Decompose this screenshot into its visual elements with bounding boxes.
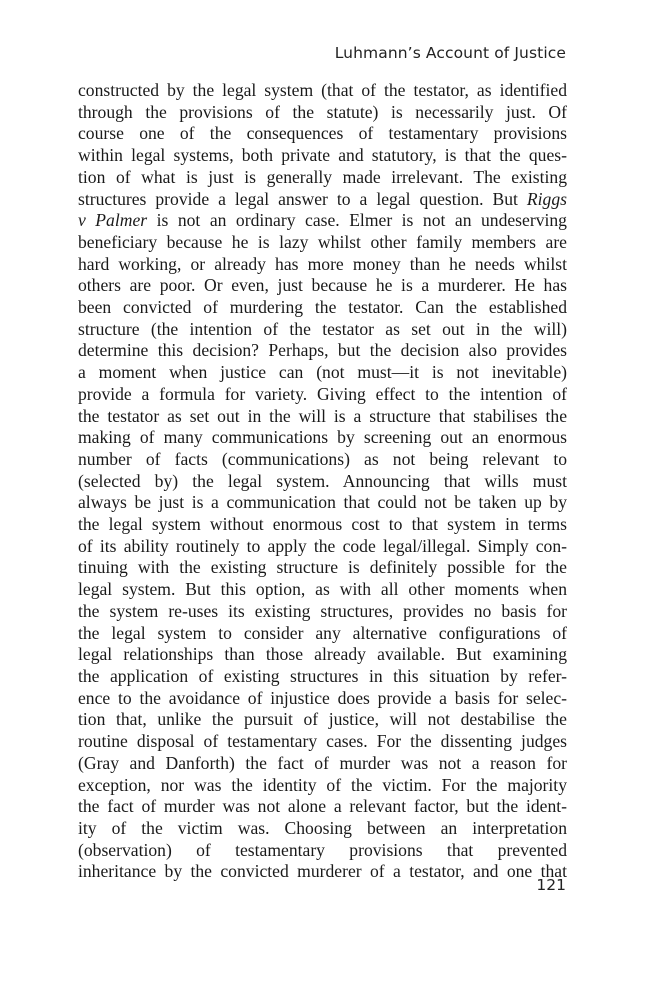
text-line-9: hard working, or already has more money than he needs whilst: [78, 253, 567, 274]
text-line-7: [78, 210, 567, 232]
text-line-37: inheritance by the convicted murderer of a testator, and one that: [78, 861, 567, 882]
text-line-4: within legal systems, both private and statutory, is that the ques-: [78, 145, 567, 166]
text-line-6: [78, 189, 567, 211]
text-line-36: (observation) of testamentary provisions that prevented: [78, 839, 567, 860]
text-line-13: determine this decision? Perhaps, but the decision also provides: [78, 340, 567, 361]
text-line-24: legal system. But this option, as with all other moments when: [78, 579, 567, 600]
text-line-21: the legal system without enormous cost to that system in terms: [78, 514, 567, 535]
text-line-27: legal relationships than those already available. But examining: [78, 644, 567, 665]
text-line-16: the testator as set out in the will is a structure that stabilises the: [78, 405, 567, 426]
text-line-33: exception, nor was the identity of the victim. For the majority: [78, 774, 567, 795]
text-line-17: making of many communications by screening out an enormous: [78, 427, 567, 448]
body-text: [78, 80, 567, 883]
text-line-8: beneficiary because he is lazy whilst other family members are: [78, 231, 567, 252]
running-head: Luhmann’s Account of Justice: [334, 44, 566, 62]
text-line-11: been convicted of murdering the testator. Can the established: [78, 297, 567, 318]
text-line-2: through the provisions of the statute) is necessarily just. Of: [78, 101, 567, 122]
text-line-25: the system re-uses its existing structures, provides no basis for: [78, 600, 567, 621]
text-line-12: structure (the intention of the testator as set out in the will): [78, 318, 567, 339]
text-line-7-roman: is not an ordinary case. Elmer is not an undeserving: [156, 210, 567, 231]
case-name-italic-2: v Palmer: [78, 210, 148, 231]
text-line-22: of its ability routinely to apply the code legal/illegal. Simply con-: [78, 535, 567, 556]
text-line-23: tinuing with the existing structure is definitely possible for the: [78, 557, 567, 578]
text-line-15: provide a formula for variety. Giving effect to the intention of: [78, 383, 567, 404]
text-line-31: routine disposal of testamentary cases. For the dissenting judges: [78, 731, 567, 752]
page-number: 121: [536, 876, 566, 894]
text-line-3: course one of the consequences of testamentary provisions: [78, 123, 567, 144]
text-line-14: a moment when justice can (not must—it is not inevitable): [78, 362, 567, 383]
text-line-35: ity of the victim was. Choosing between an interpretation: [78, 817, 567, 838]
text-line-32: (Gray and Danforth) the fact of murder was not a reason for: [78, 752, 567, 773]
text-line-26: the legal system to consider any alternative configurations of: [78, 622, 567, 643]
text-line-34: the fact of murder was not alone a relevant factor, but the ident-: [78, 796, 567, 817]
text-line-1: constructed by the legal system (that of the testator, as identified: [78, 80, 567, 100]
text-line-28: the application of existing structures in this situation by refer-: [78, 665, 567, 686]
text-line-5: tion of what is just is generally made irrelevant. The existing: [78, 166, 567, 187]
text-line-19: (selected by) the legal system. Announcing that wills must: [78, 470, 567, 491]
text-line-6-roman: structures provide a legal answer to a legal question. But: [78, 188, 527, 209]
case-name-italic-1: Riggs: [526, 188, 567, 209]
text-line-30: tion that, unlike the pursuit of justice, will not destabilise the: [78, 709, 567, 730]
text-line-20: always be just is a communication that could not be taken up by: [78, 492, 567, 513]
text-line-18: number of facts (communications) as not being relevant to: [78, 448, 567, 469]
text-line-29: ence to the avoidance of injustice does provide a basis for selec-: [78, 687, 567, 708]
text-line-10: others are poor. Or even, just because he is a murderer. He has: [78, 275, 567, 296]
